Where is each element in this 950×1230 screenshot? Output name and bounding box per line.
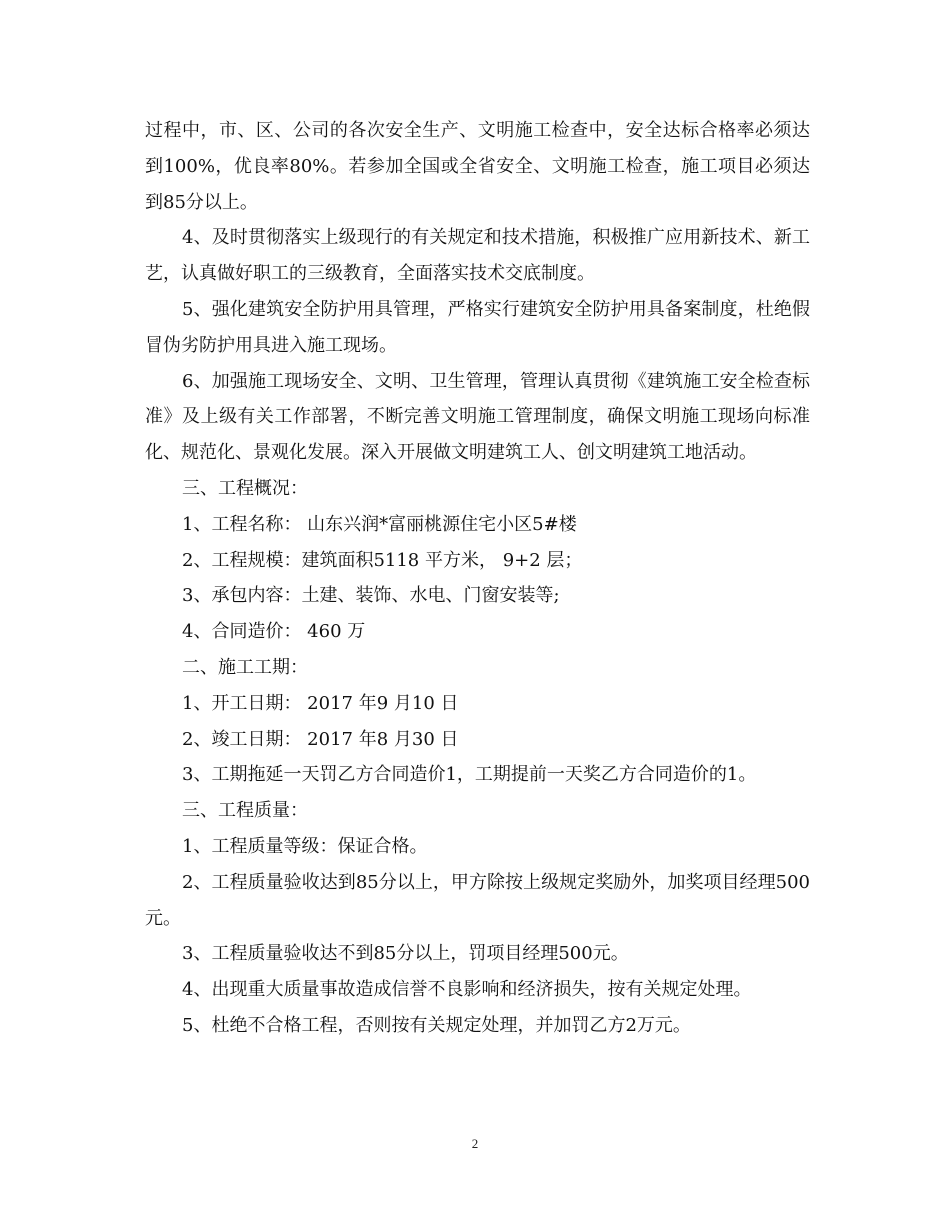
document-body (145, 113, 810, 1044)
paragraph: 2、工程规模：建筑面积5118 平方米， 9+2 层； (182, 549, 583, 571)
paragraph: 1、工程名称： 山东兴润*富丽桃源住宅小区5#楼 (182, 513, 577, 535)
page-number: 2 (471, 1136, 479, 1151)
section-heading: 三、工程质量： (182, 800, 308, 822)
paragraph: 1、工程质量等级：保证合格。 (182, 835, 428, 857)
paragraph: 3、工程质量验收达不到85分以上，罚项目经理500元。 (182, 943, 629, 965)
paragraph: 1、开工日期： 2017 年9 月10 日 (182, 692, 459, 714)
paragraph: 2、竣工日期： 2017 年8 月30 日 (182, 728, 459, 750)
paragraph: 4、出现重大质量事故造成信誉不良影响和经济损失，按有关规定处理。 (182, 979, 752, 1001)
paragraph: 5、强化建筑安全防护用具管理，严格实行建筑安全防护用具备案制度，杜绝假冒伪劣防护用具进入施工现场。 (145, 298, 810, 356)
paragraph: 6、加强施工现场安全、文明、卫生管理，管理认真贯彻《建筑施工安全检查标准》及上级有关工作部署，不断完善文明施工管理制度，确保文明施工现场向标准化、规范化、景观化发展。深入开展做文明建筑工人、创文明建筑工地活动。 (145, 370, 810, 464)
paragraph: 2、工程质量验收达到85分以上，甲方除按上级规定奖励外，加奖项目经理500元。 (145, 871, 810, 929)
paragraph: 3、承包内容：土建、装饰、水电、门窗安装等; (182, 585, 560, 607)
paragraph: 4、合同造价： 460 万 (182, 621, 366, 643)
paragraph: 4、及时贯彻落实上级现行的有关规定和技术措施，积极推广应用新技术、新工艺，认真做好职工的三级教育，全面落实技术交底制度。 (145, 227, 810, 285)
section-heading: 二、施工工期： (182, 656, 308, 678)
section-heading: 三、工程概况： (182, 477, 308, 499)
paragraph: 过程中，市、区、公司的各次安全生产、文明施工检查中，安全达标合格率必须达到100%，优良率80%。若参加全国或全省安全、文明施工检查，施工项目必须达到85分以上。 (145, 120, 810, 213)
paragraph: 3、工期拖延一天罚乙方合同造价1，工期提前一天奖乙方合同造价的1。 (182, 764, 757, 786)
paragraph: 5、杜绝不合格工程，否则按有关规定处理，并加罚乙方2万元。 (182, 1014, 691, 1036)
